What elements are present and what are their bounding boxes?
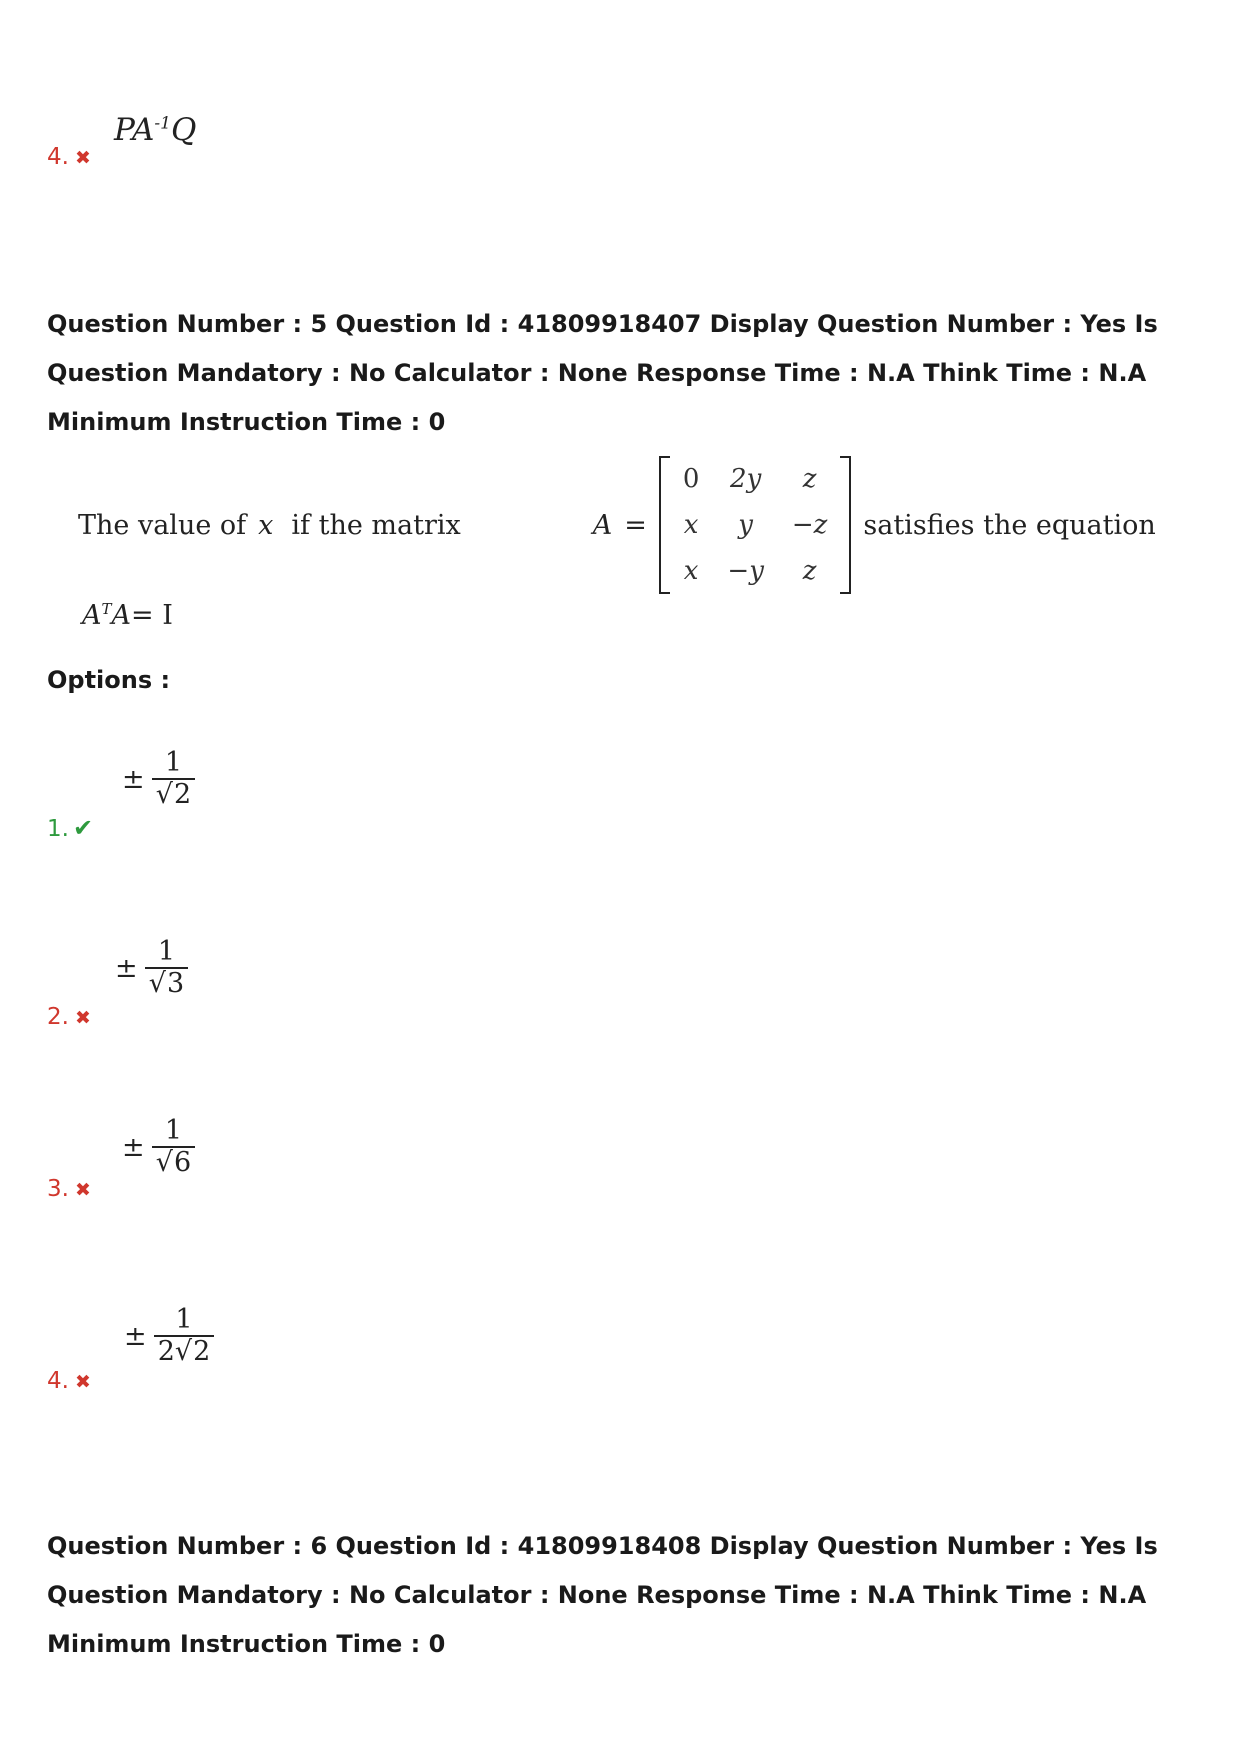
check-icon: ✔ (72, 814, 94, 842)
option-1-formula: ± $\frac{1}{√2}$ (122, 748, 195, 810)
option-4-formula: ± $\frac{1}{2√2}$ (124, 1305, 214, 1367)
option-3-number[interactable]: 3. ✖ (47, 1176, 91, 1202)
wrong-icon: ✖ (74, 1371, 91, 1393)
option-2-formula: ± $\frac{1}{√3}$ (115, 937, 188, 999)
matrix-cell: z (802, 464, 817, 494)
option-1-number[interactable]: 1. ✔ (47, 814, 94, 842)
matrix-cell: x (683, 556, 699, 586)
option-2-number[interactable]: 2. ✖ (47, 1004, 91, 1030)
options-label: Options : (47, 666, 171, 694)
option-4-number[interactable]: 4. ✖ (47, 1368, 91, 1394)
question-5-text: The value of x if the matrix A = 0 2y z x y −z x −y z satisfies the equation (78, 456, 1156, 594)
matrix-cell: x (683, 510, 699, 540)
prev-option-4-number: 4. ✖ (47, 144, 91, 170)
matrix-cell: −y (727, 556, 764, 586)
wrong-icon: ✖ (74, 147, 91, 169)
question-6-header: Question Number : 6 Question Id : 41809918408 Display Question Number : Yes Is Question Mandatory : No Calculator : None Response Time : N.A Think Time : N.A Minimum Instruction Time : 0 (47, 1532, 1158, 1658)
wrong-icon: ✖ (74, 1179, 91, 1201)
wrong-icon: ✖ (74, 1007, 91, 1029)
question-5-equation: $A^TA= I$ (82, 600, 173, 631)
matrix-a (659, 456, 852, 594)
question-5-header: Question Number : 5 Question Id : 41809918407 Display Question Number : Yes Is Question Mandatory : No Calculator : None Response Time : N.A Think Time : N.A Minimum Instruction Time : 0 (47, 310, 1158, 436)
matrix-cell: 0 (682, 464, 700, 494)
matrix-cell: z (802, 556, 817, 586)
matrix-cell: −z (791, 510, 828, 540)
matrix-cell: 2y (730, 464, 762, 494)
option-3-formula: ± $\frac{1}{√6}$ (122, 1116, 195, 1178)
matrix-cell: y (738, 510, 753, 540)
prev-option-4-formula: $PA^{-1}Q$ (114, 112, 197, 148)
